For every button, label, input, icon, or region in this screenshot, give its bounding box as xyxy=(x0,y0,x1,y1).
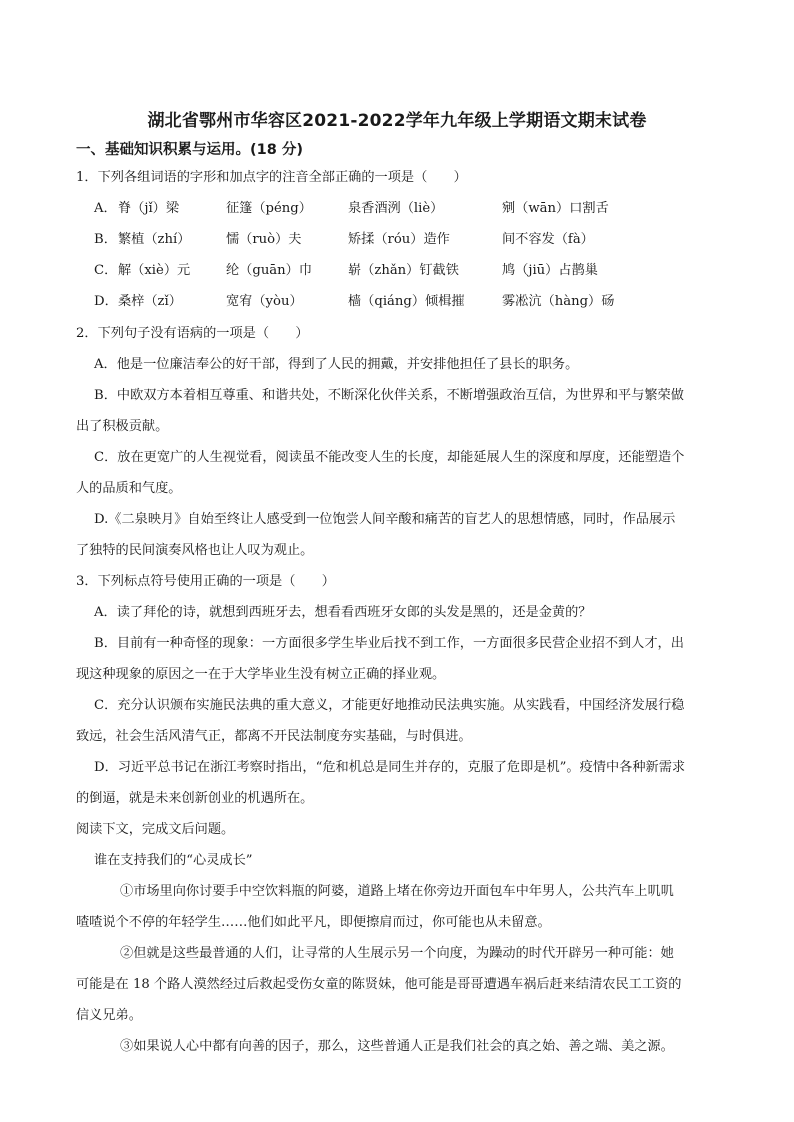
q2-option-b-line2: 出了积极贡献。 xyxy=(76,419,169,434)
q1-d-item-3: 樯（qiáng）倾楫摧 xyxy=(348,294,465,309)
q1-b-item-3: 矫揉（róu）造作 xyxy=(348,232,450,247)
q1-b-item-4: 间不容发（fà） xyxy=(502,232,594,247)
question-1-stem: 1．下列各组词语的字形和加点字的注音全部正确的一项是（ ） xyxy=(76,170,467,185)
q1-option-c-label: C． xyxy=(94,263,118,278)
passage-paragraph-1 xyxy=(120,880,674,899)
paragraph-number-1: ① xyxy=(120,884,134,899)
q2-option-b-line1: B．中欧双方本着相互尊重、和谐共处，不断深化伙伴关系，不断增强政治互信，为世界和平与繁荣做 xyxy=(94,388,684,403)
q1-option-b-label: B． xyxy=(94,232,117,247)
q3-option-b-line1: B．目前有一种奇怪的现象：一方面很多学生毕业后找不到工作，一方面很多民营企业招不到人才，出 xyxy=(94,636,684,651)
question-2-stem: 2．下列句子没有语病的一项是（ ） xyxy=(76,326,309,341)
q3-option-d-line2: 的倒逼，就是未来创新创业的机遇所在。 xyxy=(76,791,314,806)
reading-intro: 阅读下文，完成文后问题。 xyxy=(76,822,235,837)
q1-b-item-1: 繁植（zhí） xyxy=(118,232,191,247)
q1-a-item-4: 剜（wān）口割舌 xyxy=(502,201,609,216)
passage-paragraph-3 xyxy=(120,1035,674,1054)
q1-a-item-2: 征篷（péng） xyxy=(226,201,312,216)
q1-d-item-1: 桑梓（zǐ） xyxy=(118,294,182,309)
exam-title: 湖北省鄂州市华容区2021-2022学年九年级上学期语文期末试卷 xyxy=(147,111,647,131)
paragraph-2-line2: 可能是在 18 个路人漠然经过后救起受伤女童的陈贤妹，他可能是哥哥遭遇车祸后赶来结清农民工工资的 xyxy=(76,977,682,992)
q1-c-item-2: 纶（guān）巾 xyxy=(226,263,313,278)
q2-option-a: A．他是一位廉洁奉公的好干部，得到了人民的拥戴，并安排他担任了县长的职务。 xyxy=(94,357,579,372)
q2-option-d-line1: D.《二泉映月》自始至终让人感受到一位饱尝人间辛酸和痛苦的盲艺人的思想情感，同时，作品展示 xyxy=(94,512,676,527)
q1-option-d-label: D． xyxy=(94,294,118,309)
paragraph-3-line1: 如果说人心中都有向善的因子，那么，这些普通人正是我们社会的真之始、善之端、美之源。 xyxy=(133,1039,674,1054)
q2-option-c-line1: C．放在更宽广的人生视觉看，阅读虽不能改变人生的长度，却能延展人生的深度和厚度，还能塑造个 xyxy=(94,450,685,465)
q1-c-item-1: 解（xiè）元 xyxy=(118,263,191,278)
paragraph-number-2: ② xyxy=(120,946,134,961)
question-3-stem: 3．下列标点符号使用正确的一项是（ ） xyxy=(76,574,335,589)
section-heading: 一、基础知识积累与运用。(18 分) xyxy=(76,142,303,158)
q1-d-item-4: 雾凇沆（hàng）砀 xyxy=(502,294,615,309)
q3-option-c-line1: C．充分认识颁布实施民法典的重大意义，才能更好地推动民法典实施。从实践看，中国经济发展行稳 xyxy=(94,698,685,713)
q2-option-c-line2: 人的品质和气度。 xyxy=(76,481,182,496)
q1-a-item-3: 泉香酒洌（liè） xyxy=(348,201,444,216)
paragraph-1-line2: 喳喳说个不停的年轻学生……他们如此平凡，即便擦肩而过，你可能也从未留意。 xyxy=(76,915,551,930)
q3-option-c-line2: 致远，社会生活风清气正，都离不开民法制度夯实基础，与时俱进。 xyxy=(76,729,472,744)
q3-option-b-line2: 现这种现象的原因之一在于大学毕业生没有树立正确的择业观。 xyxy=(76,667,446,682)
q3-option-d-line1: D．习近平总书记在浙江考察时指出，“危和机总是同生并存的，克服了危即是机”。疫情中各种新需求 xyxy=(94,760,686,775)
q1-d-item-2: 宽宥（yòu） xyxy=(226,294,303,309)
q1-b-item-2: 懦（ruò）夫 xyxy=(226,232,302,247)
paragraph-2-line3: 信义兄弟。 xyxy=(76,1008,142,1023)
q3-option-a: A．读了拜伦的诗，就想到西班牙去，想看看西班牙女郎的头发是黑的，还是金黄的？ xyxy=(94,605,592,620)
q1-option-a-label: A． xyxy=(94,201,117,216)
q2-option-d-line2: 了独特的民间演奏风格也让人叹为观止。 xyxy=(76,543,314,558)
passage-paragraph-2 xyxy=(120,942,674,961)
q1-c-item-3: 崭（zhǎn）钉截铁 xyxy=(348,263,459,278)
paragraph-1-line1: 市场里向你讨要手中空饮料瓶的阿婆，道路上堵在你旁边开面包车中年男人，公共汽车上叽叽 xyxy=(133,884,674,899)
q1-a-item-1: 脊（jǐ）梁 xyxy=(118,201,180,216)
paragraph-2-line1: 但就是这些最普通的人们，让寻常的人生展示另一个向度，为躁动的时代开辟另一种可能：她 xyxy=(133,946,674,961)
q1-c-item-4: 鸠（jiū）占鹊巢 xyxy=(502,263,598,278)
paragraph-number-3: ③ xyxy=(120,1039,134,1054)
passage-title: 谁在支持我们的“心灵成长” xyxy=(94,853,253,868)
